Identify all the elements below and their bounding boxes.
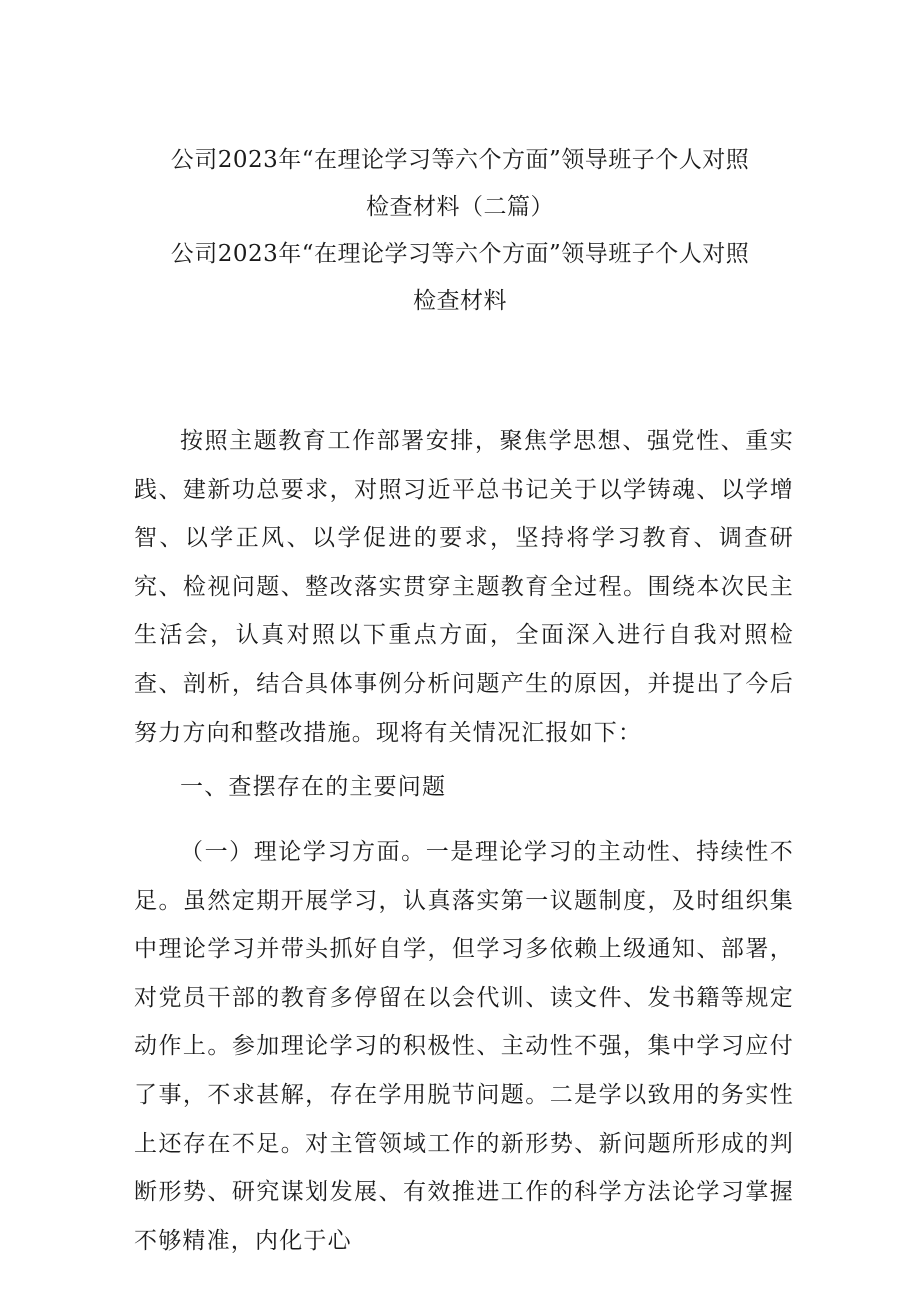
document-title-line-1: 公司2023年“在理论学习等六个方面”领导班子个人对照 — [170, 147, 750, 173]
theory-study-paragraph: （一）理论学习方面。一是理论学习的主动性、持续性不足。虽然定期开展学习，认真落实第一议题制度，及时组织集中理论学习并带头抓好自学，但学习多依赖上级通知、部署，对党员干部的教育多停留在以会代训、读文件、发书籍等规定动作上。参加理论学习的积极性、主动性不强，集中学习应付了事，不求甚解，存在学用脱节问题。二是学以致用的务实性上还存在不足。对主管领域工作的新形势、新问题所形成的判断形势、研究谋划发展、有效推进工作的科学方法论学习掌握不够精准，内化于心 — [134, 839, 794, 1254]
document-subtitle-line-2: 检查材料 — [413, 288, 507, 314]
document-subtitle-line-1: 公司2023年“在理论学习等六个方面”领导班子个人对照 — [170, 241, 750, 267]
section-heading: 一、查摆存在的主要问题 — [180, 774, 447, 800]
document-title-line-2: 检查材料（二篇） — [366, 194, 554, 220]
intro-paragraph: 按照主题教育工作部署安排，聚焦学思想、强党性、重实践、建新功总要求，对照习近平总书记关于以学铸魂、以学增智、以学正风、以学促进的要求，坚持将学习教育、调查研究、检视问题、整改落实贯穿主题教育全过程。围绕本次民主生活会，认真对照以下重点方面，全面深入进行自我对照检查、剖析，结合具体事例分析问题产生的原因，并提出了今后努力方向和整改措施。现将有关情况汇报如下： — [134, 428, 794, 746]
